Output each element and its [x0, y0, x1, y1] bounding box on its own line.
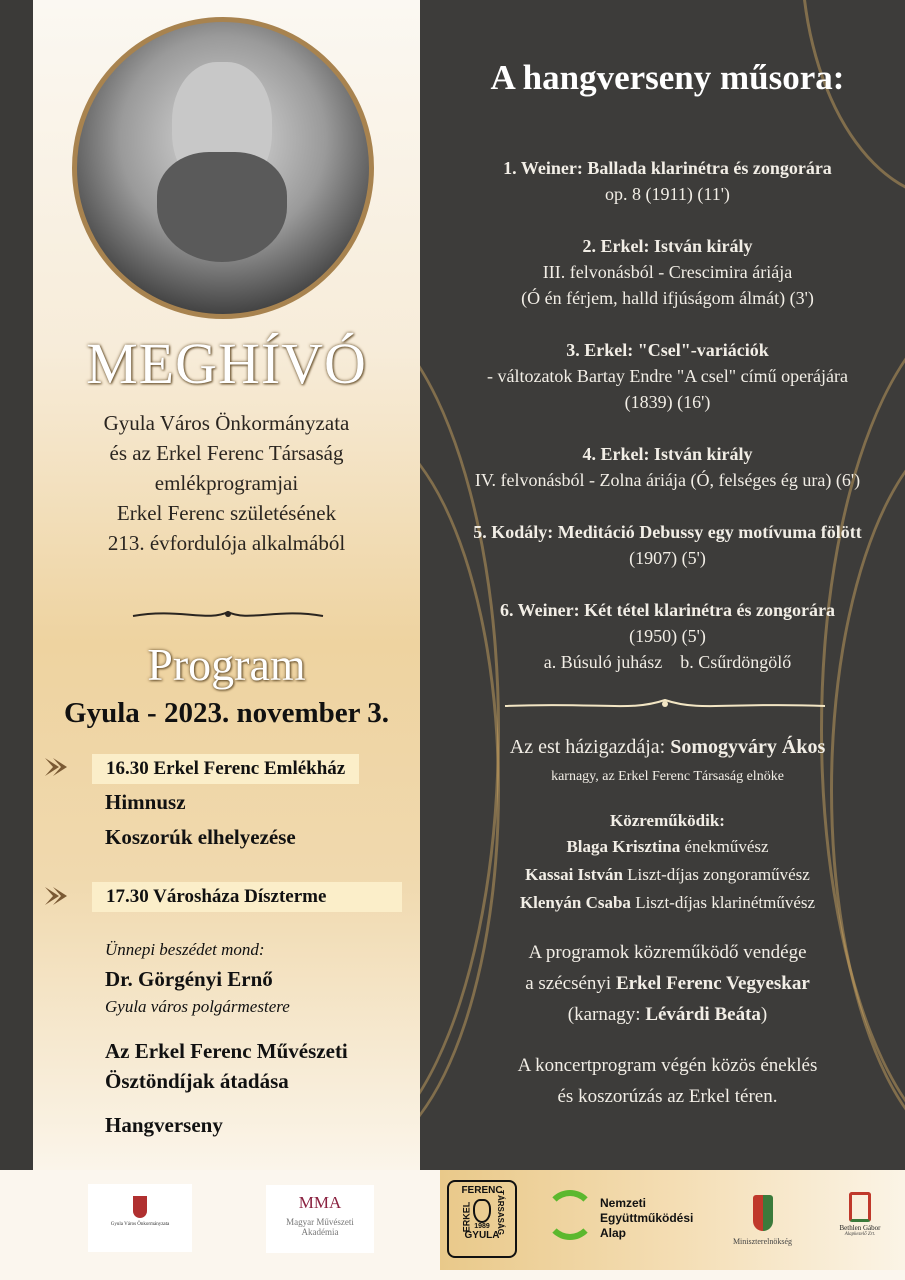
intro-line: 213. évfordulója alkalmából [107, 531, 346, 555]
coat-of-arms-icon [753, 1195, 773, 1231]
performer-role: Liszt-díjas klarinétművész [635, 893, 816, 912]
host-role: karnagy, az Erkel Ferenc Társaság elnöke [551, 769, 784, 784]
guest-name: Erkel Ferenc Vegyeskar [615, 973, 810, 994]
miniszterelnokseg-logo [715, 1195, 810, 1246]
performers-label: Közreműködik: [610, 811, 725, 830]
event-item: Koszorúk elhelyezése [105, 825, 296, 849]
event-date: Gyula - 2023. november 3. [64, 697, 389, 729]
erkel-portrait [72, 17, 374, 319]
piece-title: 3. Erkel: "Csel"-variációk [566, 340, 769, 360]
gyula-logo [88, 1184, 192, 1252]
piece-detail: a. Búsuló juhász b. Csűrdöngölő [543, 652, 792, 672]
logo-text: Bethlen Gábor [839, 1224, 881, 1232]
piece-detail: (1839) (16') [624, 392, 711, 412]
performer-name: Kassai István [525, 865, 623, 884]
guest-line [430, 968, 905, 999]
logo-mark: MMA [298, 1193, 342, 1212]
logo-text: Együttműködési [600, 1211, 694, 1225]
event-item: Himnusz [105, 790, 186, 814]
intro-line: emlékprogramjai [154, 471, 299, 495]
program-piece [430, 337, 905, 415]
concert-program-title: A hangverseny műsora: [490, 58, 845, 97]
performer-name: Blaga Krisztina [566, 837, 681, 856]
piece-detail: (1950) (5') [629, 626, 706, 646]
event-item: Ösztöndíjak átadása [105, 1069, 289, 1093]
mma-logo [266, 1185, 374, 1253]
speaker-name: Dr. Görgényi Ernő [105, 967, 273, 991]
invitation-title: MEGHÍVÓ [86, 331, 367, 396]
ornament-divider [500, 692, 830, 718]
program-heading: Program [147, 639, 306, 690]
conductor-prefix: (karnagy: [567, 1004, 641, 1025]
logo-text: Magyar Művészeti [286, 1217, 354, 1227]
logo-text: GYULA [464, 1230, 500, 1241]
performer [430, 861, 905, 889]
host-name: Somogyváry Ákos [670, 736, 826, 758]
chevron-right-icon [43, 756, 71, 776]
nea-logo-text [600, 1196, 693, 1241]
logo-text: Alapkezelő Zrt. [844, 1232, 876, 1237]
logo-text: Gyula Város Önkormányzata [110, 1222, 170, 1227]
logo-text: FERENC [461, 1185, 503, 1196]
closing-line: A koncertprogram végén közös éneklés [517, 1055, 818, 1076]
piece-detail: - változatok Bartay Endre "A csel" című operájára [486, 366, 849, 386]
intro-line: Erkel Ferenc születésének [116, 501, 337, 525]
credits [430, 736, 905, 1112]
performer-role: Liszt-díjas zongoraművész [627, 865, 810, 884]
piece-detail: III. felvonásból - Crescimira áriája [542, 262, 793, 282]
guest-prefix: a szécsényi [525, 973, 612, 994]
program-piece [430, 441, 905, 493]
logo-text: 1989 [474, 1223, 490, 1230]
program-piece [430, 597, 905, 675]
piece-detail: (Ó én férjem, halld ifjúságom álmát) (3') [521, 288, 814, 308]
piece-title: 1. Weiner: Ballada klarinétra és zongorára [503, 158, 832, 178]
conductor-name: Lévárdi Beáta [645, 1004, 761, 1025]
closing-line: és koszorúzás az Erkel téren. [557, 1086, 778, 1107]
logo-text: Nemzeti [600, 1196, 647, 1210]
intro-line: és az Erkel Ferenc Társaság [109, 441, 344, 465]
logo-text: TÁRSASÁG [496, 1190, 506, 1235]
piece-title: 4. Erkel: István király [582, 444, 753, 464]
venue-label: 16.30 Erkel Ferenc Emlékház [92, 754, 359, 784]
logo-text: Miniszterelnökség [732, 1237, 793, 1246]
event-item: Hangverseny [105, 1113, 223, 1137]
piece-detail: (1907) (5') [629, 548, 706, 568]
program-piece [430, 155, 905, 207]
host-label: Az est házigazdája: [509, 736, 666, 758]
bga-mark-icon [849, 1192, 871, 1222]
ornament-divider [128, 604, 328, 626]
piece-title: 5. Kodály: Meditáció Debussy egy motívuma fölött [473, 522, 862, 542]
conductor-suffix: ) [760, 1004, 768, 1025]
intro-line: Gyula Város Önkormányzata [103, 411, 350, 435]
intro-text [33, 408, 420, 558]
program-piece [430, 519, 905, 571]
conductor-line [430, 999, 905, 1030]
program-piece [430, 233, 905, 311]
performer-name: Klenyán Csaba [519, 893, 631, 912]
venue-label: 17.30 Városháza Díszterme [92, 882, 402, 912]
performer [430, 889, 905, 917]
logo-text: Akadémia [301, 1227, 339, 1237]
bethlen-gabor-logo [835, 1192, 885, 1237]
coat-of-arms-icon [133, 1196, 147, 1218]
piece-title: 2. Erkel: István király [582, 236, 753, 256]
speaker-role: Gyula város polgármestere [105, 997, 290, 1016]
piece-title: 6. Weiner: Két tétel klarinétra és zongorára [499, 600, 836, 620]
piece-detail: IV. felvonásból - Zolna áriája (Ó, felséges ég ura) (6') [474, 470, 861, 490]
nea-logo-icon [545, 1190, 595, 1240]
logo-text: Alap [600, 1226, 627, 1240]
piece-detail: op. 8 (1911) (11') [605, 184, 730, 204]
performer-role: énekművész [684, 837, 769, 856]
program-list [430, 155, 905, 701]
event-item: Az Erkel Ferenc Művészeti [105, 1039, 348, 1063]
lyre-icon [473, 1199, 491, 1223]
logo-text: ERKEL [461, 1201, 472, 1233]
performer [430, 833, 905, 861]
erkel-tarsasag-logo [447, 1180, 517, 1258]
speech-label: Ünnepi beszédet mond: [105, 940, 265, 959]
guest-line: A programok közreműködő vendége [528, 942, 807, 963]
chevron-right-icon [43, 885, 71, 905]
